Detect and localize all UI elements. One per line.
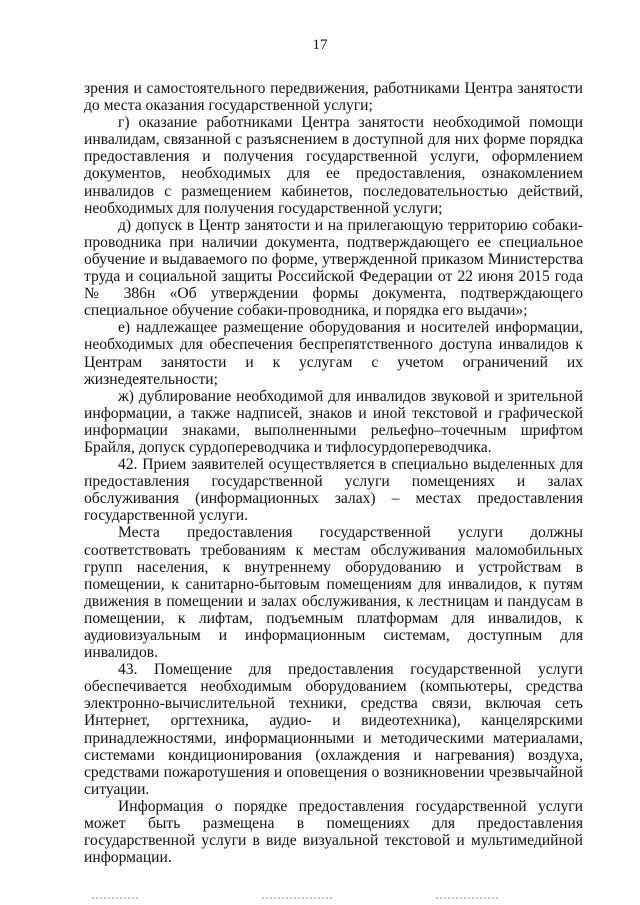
scan-artifact xyxy=(436,897,500,899)
paragraph-clause-43: 43. Помещение для предоставления государственной услуги обеспечивается необходимым оборудованием (компьютеры, средства электронно-вычислительной техники, средства связи, включая сеть Интернет, оргтехника, аудио- и видеотехника), канцелярскими принадлежностями, информационными и методическими материалами, системами кондиционирования (охлаждения и нагревания) воздуха, средствами пожаротушения и оповещения о возникновении чрезвычайной ситуации. xyxy=(84,661,583,798)
paragraph-item-e: е) надлежащее размещение оборудования и носителей информации, необходимых для обеспечения беспрепятственного доступа инвалидов к Центрам занятости и к услугам с учетом ограничений их жизнедеятельности; xyxy=(84,319,583,388)
paragraph-item-g: г) оказание работниками Центра занятости необходимой помощи инвалидам, связанной с разъяснением в доступной для них форме порядка предоставления и получения государственной услуги, оформлением документов, необходимых для ее предоставления, ознакомлением инвалидов с размещением кабинетов, последовательностью действий, необходимых для получения государственной услуги; xyxy=(84,114,583,217)
scan-artifact xyxy=(262,897,332,899)
paragraph-information: Информация о порядке предоставления государственной услуги может быть размещена в помещениях для предоставления государственной услуги в виде визуальной текстовой и мультимедийной информации. xyxy=(84,797,583,867)
paragraph-item-d: д) допуск в Центр занятости и на прилегающую территорию собаки-проводника при наличии документа, подтверждающего ее специальное обучение и выдаваемого по форме, утвержденной приказом Министерства труда и социальной защиты Российской Федерации от 22 июня 2015 года № 386н «Об утверждении формы документа, подтверждающего специальное обучение собаки-проводника, и порядка его выдачи»; xyxy=(84,216,583,320)
scan-artifact xyxy=(92,897,138,899)
paragraph-requirements: Места предоставления государственной услуги должны соответствовать требованиям к местам обслуживания маломобильных групп населения, к внутреннему оборудованию и устройствам в помещении, к санитарно-бытовым помещениям для инвалидов, к путям движения в помещении и залах обслуживания, к лестницам и пандусам в помещении, к лифтам, подъемным платформам для инвалидов, к аудиовизуальным и информационным системам, доступным для инвалидов. xyxy=(84,524,583,662)
paragraph-clause-42: 42. Прием заявителей осуществляется в специально выделенных для предоставления государственной услуги помещениях и залах обслуживания (информационных залах) – местах предоставления государственной услуги. xyxy=(84,456,583,525)
page-number: 17 xyxy=(312,37,328,53)
document-body xyxy=(84,80,583,866)
paragraph-continuation: зрения и самостоятельного передвижения, работниками Центра занятости до места оказания государственной услуги; xyxy=(84,80,583,115)
paragraph-item-zh: ж) дублирование необходимой для инвалидов звуковой и зрительной информации, а также надписей, знаков и иной текстовой и графической информации знаками, выполненными рельефно–точечным шрифтом Брайля, допуск сурдопереводчика и тифлосурдопереводчика. xyxy=(84,387,583,456)
